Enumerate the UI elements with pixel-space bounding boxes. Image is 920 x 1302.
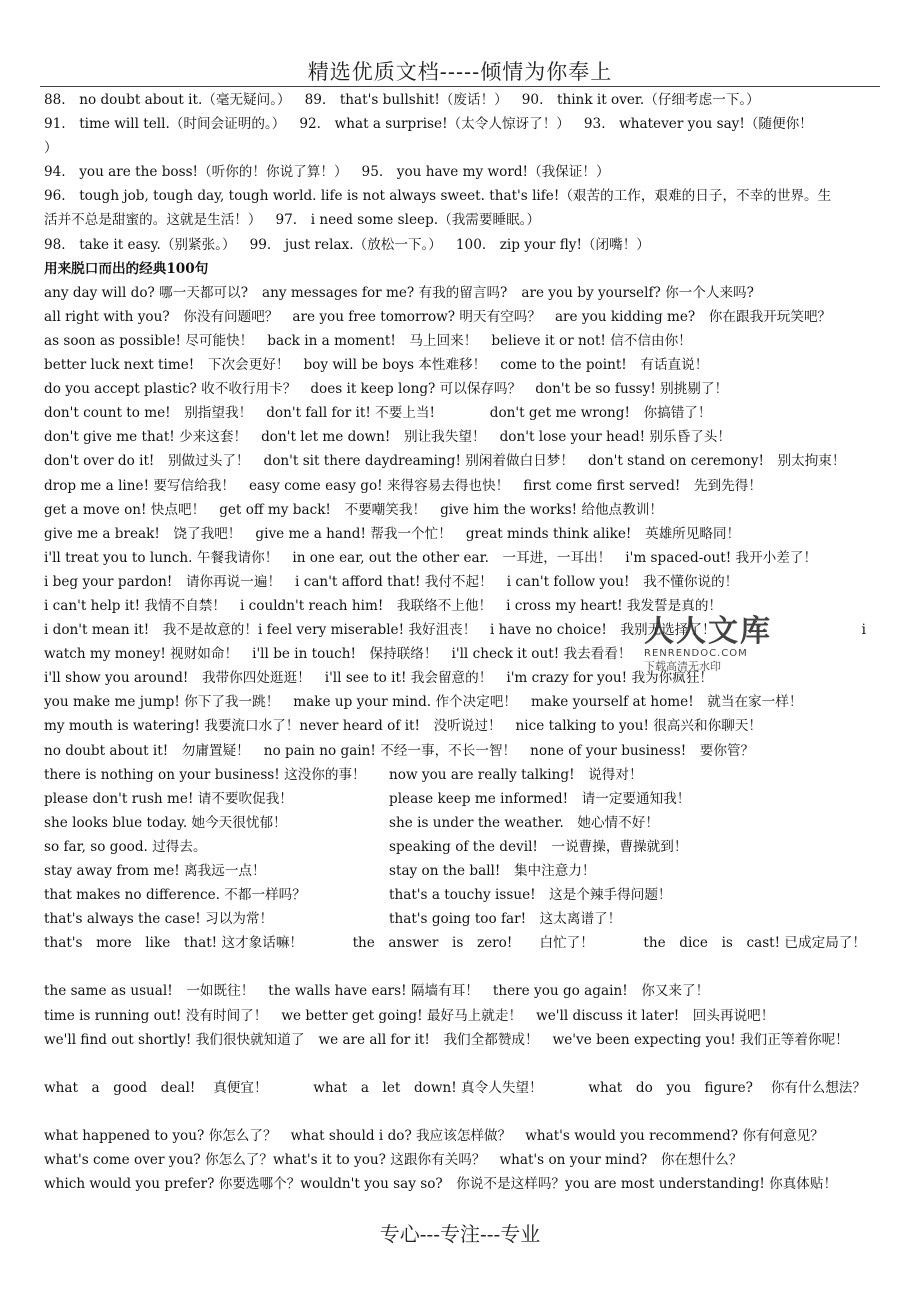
text-line: [44, 594, 880, 618]
phrase: stay on the ball! 集中注意力！: [389, 863, 596, 879]
phrase: which would you prefer? 你要选哪个？wouldn't you say so? 你说不是这样吗？you are most understanding! 你真体贴！: [44, 1176, 838, 1193]
phrase: don't fall for it! 不要上当!: [266, 405, 435, 422]
text-line: [44, 498, 880, 522]
phrase: don't sit there daydreaming! 别闲着做白日梦！: [263, 453, 574, 470]
phrase: 100. zip your fly!（闭嘴！）: [455, 236, 650, 253]
phrase: 97. i need some sleep.（我需要睡眠。）: [275, 212, 541, 229]
phrase: are you kidding me? 你在跟我开玩笑吧？: [554, 308, 832, 325]
text-line: [44, 835, 880, 859]
watermark-logo: 人人文库: [644, 614, 772, 649]
phrase: i can't help it! 我情不自禁！: [44, 597, 226, 614]
phrase: as soon as possible! 尽可能快！: [44, 332, 254, 349]
phrase: i couldn't reach him! 我联络不上他！: [240, 597, 493, 614]
text-line: [44, 570, 880, 594]
text-line: [44, 714, 880, 738]
phrase: don't stand on ceremony! 别太拘束！: [588, 453, 846, 470]
phrase: please don't rush me! 请不要吹促我！: [44, 790, 293, 807]
document-body: [44, 88, 880, 1196]
text-line: [44, 931, 880, 955]
phrase: please keep me informed! 请一定要通知我！: [389, 790, 691, 807]
phrase: don't lose your head! 别乐昏了头！: [499, 429, 731, 446]
phrase: we've been expecting you! 我们正等着你呢！: [552, 1031, 849, 1048]
text-line: [44, 739, 880, 763]
phrase: 99. just relax.（放松一下。）: [249, 236, 442, 253]
phrase: give me a hand! 帮我一个忙！: [255, 525, 452, 542]
phrase: make yourself at home! 就当在家一样！: [531, 694, 803, 711]
phrase: i'll check it out! 我去看看！: [451, 646, 632, 663]
phrase: are you by yourself? 你一个人来吗?: [521, 284, 754, 301]
phrase: i'm spaced-out! 我开小差了！: [625, 549, 818, 566]
phrase: we are all for it! 我们全都赞成！: [318, 1031, 539, 1048]
page-footer: 专心---专注---专业: [379, 1222, 541, 1246]
phrase: i beg your pardon! 请你再说一遍！: [44, 573, 282, 590]
phrase: what's on your mind? 你在想什么？: [499, 1152, 743, 1169]
phrase: are you free tomorrow? 明天有空吗？: [292, 308, 541, 325]
text-line: [44, 305, 880, 329]
phrase: back in a moment! 马上回来！: [267, 332, 478, 349]
text-line: [44, 329, 880, 353]
phrase: drop me a line! 要写信给我！: [44, 477, 235, 494]
phrase: any messages for me? 有我的留言吗?: [262, 284, 508, 301]
text-line: [44, 1004, 880, 1028]
text-line: [44, 425, 880, 449]
phrase: there is nothing on your business! 这没你的事！: [44, 766, 366, 783]
phrase: get off my back! 不要嘲笑我！: [219, 501, 427, 518]
phrase: time is running out! 没有时间了！: [44, 1007, 268, 1024]
text-line: [44, 1124, 880, 1148]
phrase: all right with you? 你没有问题吧？: [44, 308, 279, 325]
phrase: 94. you are the boss!（听你的！你说了算！）: [44, 164, 348, 181]
phrase: don't over do it! 别做过头了！: [44, 453, 250, 470]
phrase: better luck next time! 下次会更好！: [44, 357, 290, 374]
phrase: don't get me wrong! 你搞错了！: [448, 405, 712, 422]
phrase: come to the point! 有话直说！: [500, 357, 709, 374]
phrase: that's a touchy issue! 这是个辣手得问题！: [389, 887, 672, 904]
phrase: we'll discuss it later! 回头再说吧！: [536, 1007, 775, 1024]
phrase: 95. you have my word!（我保证！）: [361, 164, 610, 181]
phrase: 用来脱口而出的经典100句: [44, 260, 209, 277]
phrase: 93. whatever you say!（随便你！: [583, 116, 813, 133]
phrase: 90. think it over.（仔细考虑一下。）: [521, 92, 760, 108]
text-line: [44, 690, 880, 714]
text-line: [44, 642, 880, 666]
phrase: don't let me down! 别让我失望！: [261, 429, 486, 446]
watermark-domain: RENRENDOC.COM: [644, 648, 748, 659]
text-line: [44, 281, 880, 305]
text-line: [44, 233, 880, 257]
phrase: no doubt about it! 勿庸置疑！: [44, 742, 250, 759]
phrase: the dice is cast! 已成定局了！: [643, 935, 866, 952]
page-header: 精选优质文档-----倾情为你奉上: [307, 60, 613, 84]
blank-line: [44, 1100, 880, 1124]
phrase: i can't afford that! 我付不起！: [295, 573, 493, 590]
phrase: what do you figure? 你有什么想法？: [588, 1079, 866, 1096]
text-line: [44, 160, 880, 184]
phrase: my mouth is watering! 我要流口水了！never heard of it! 没听说过！: [44, 718, 502, 735]
phrase: now you are really talking! 说得对！: [389, 766, 643, 783]
phrase: she looks blue today. 她今天很忧郁！: [44, 814, 287, 831]
phrase: what should i do? 我应该怎样做？: [290, 1128, 512, 1145]
text-line: [44, 811, 880, 835]
text-line: [44, 474, 880, 498]
phrase: get a move on! 快点吧！: [44, 501, 206, 518]
phrase: the same as usual! 一如既往！: [44, 983, 255, 1000]
text-line: [44, 1028, 880, 1052]
phrase: nice talking to you! 很高兴和你聊天！: [515, 718, 763, 735]
phrase: 88. no doubt about it.（毫无疑问。）: [44, 92, 291, 108]
text-line: [44, 979, 880, 1003]
text-line: [44, 859, 880, 883]
phrase: i'll be in touch! 保持联络！: [252, 646, 438, 663]
phrase: 91. time will tell.（时间会证明的。）: [44, 116, 286, 133]
phrase: ）: [44, 140, 58, 157]
phrase: that's more like that! 这才象话嘛！: [44, 935, 304, 952]
text-line: [44, 184, 880, 208]
phrase: don't count to me! 别指望我！: [44, 405, 253, 422]
phrase: no pain no gain! 不经一事，不长一智！: [263, 742, 517, 759]
phrase: in one ear, out the other ear. 一耳进，一耳出！: [292, 549, 612, 566]
phrase: 活并不总是甜蜜的。这就是生活！）: [44, 212, 262, 229]
text-line: [44, 377, 880, 401]
text-line: [44, 353, 880, 377]
header-divider: [40, 86, 880, 87]
phrase: watch my money! 视财如命！: [44, 646, 239, 663]
text-line: [44, 618, 880, 642]
phrase: any day will do? 哪一天都可以?: [44, 284, 249, 301]
phrase: easy come easy go! 来得容易去得也快！: [248, 477, 510, 494]
text-line: [44, 449, 880, 473]
phrase: 98. take it easy.（别紧张。）: [44, 236, 236, 253]
text-line: [44, 1076, 880, 1100]
phrase: what a good deal! 真便宜！: [44, 1079, 268, 1096]
phrase: i cross my heart! 我发誓是真的！: [506, 597, 723, 614]
phrase: make up your mind. 作个决定吧！: [293, 694, 518, 711]
phrase: so far, so good. 过得去。: [44, 838, 207, 855]
phrase: i can't follow you! 我不懂你说的！: [506, 573, 739, 590]
phrase: speaking of the devil! 一说曹操，曹操就到！: [389, 838, 688, 855]
phrase: 96. tough job, tough day, tough world. life is not always sweet. that's life!（艰苦的工作，艰难的日子，不幸的世界。生: [44, 188, 832, 205]
phrase: you make me jump! 你下了我一跳！: [44, 694, 280, 711]
phrase: the walls have ears! 隔墙有耳！: [268, 983, 479, 1000]
phrase: first come first served! 先到先得！: [523, 477, 762, 494]
text-line: [44, 666, 880, 690]
phrase: what happened to you? 你怎么了？: [44, 1128, 277, 1145]
phrase: i'm crazy for you! 我为你疯狂！: [506, 670, 714, 687]
phrase: stay away from me! 离我远一点！: [44, 863, 266, 879]
phrase: we'll find out shortly! 我们很快就知道了: [44, 1031, 305, 1048]
text-line: [44, 883, 880, 907]
phrase: that makes no difference. 不都一样吗？: [44, 887, 306, 904]
text-line: [44, 88, 880, 112]
phrase: boy will be boys 本性难移！: [303, 357, 487, 374]
phrase: that's always the case! 习以为常！: [44, 911, 274, 928]
text-line: [44, 546, 880, 570]
text-line: [44, 907, 880, 931]
text-line: [44, 112, 880, 136]
phrase: she is under the weather. 她心情不好！: [389, 814, 659, 831]
text-line: [44, 787, 880, 811]
text-line: [44, 401, 880, 425]
phrase: don't give me that! 少来这套！: [44, 429, 248, 446]
text-line: [44, 763, 880, 787]
phrase: the answer is zero! 白忙了！: [352, 935, 594, 952]
phrase: what's come over you? 你怎么了？what's it to you? 这跟你有关吗？: [44, 1152, 486, 1169]
phrase: i'll treat you to lunch. 午餐我请你！: [44, 549, 279, 566]
phrase: give him the works! 给他点教训！: [440, 501, 663, 518]
text-line: [44, 1148, 880, 1172]
phrase: we better get going! 最好马上就走！: [281, 1007, 523, 1024]
phrase: 89. that's bullshit!（废话！）: [304, 92, 508, 108]
blank-line: [44, 955, 880, 979]
watermark-tag: 下载高清无水印: [644, 660, 721, 673]
phrase: i'll see to it! 我会留意的！: [324, 670, 493, 687]
phrase: does it keep long? 可以保存吗？: [310, 381, 522, 398]
phrase: don't be so fussy! 别挑剔了！: [535, 381, 729, 398]
phrase: what a let down! 真令人失望！: [313, 1079, 543, 1096]
blank-line: [44, 1052, 880, 1076]
text-line: [44, 208, 880, 232]
section-heading: [44, 257, 880, 281]
phrase: that's going too far! 这太离谱了！: [389, 911, 622, 928]
phrase: i: [861, 622, 866, 639]
phrase: none of your business! 要你管？: [530, 742, 755, 759]
phrase: do you accept plastic? 收不收行用卡？: [44, 381, 297, 398]
phrase: i don't mean it! 我不是故意的！i feel very miserable! 我好沮丧！ i have no choice! 我别无选择了！: [44, 622, 716, 639]
text-line: [44, 136, 880, 160]
phrase: 92. what a surprise!（太令人惊讶了！）: [299, 116, 570, 133]
phrase: great minds think alike! 英雄所见略同！: [465, 525, 741, 542]
phrase: give me a break! 饶了我吧！: [44, 525, 242, 542]
phrase: believe it or not! 信不信由你！: [491, 332, 692, 349]
text-line: [44, 522, 880, 546]
text-line: [44, 1172, 880, 1196]
phrase: what's would you recommend? 你有何意见？: [525, 1128, 824, 1145]
phrase: there you go again! 你又来了！: [492, 983, 710, 1000]
phrase: i'll show you around! 我带你四处逛逛！: [44, 670, 311, 687]
